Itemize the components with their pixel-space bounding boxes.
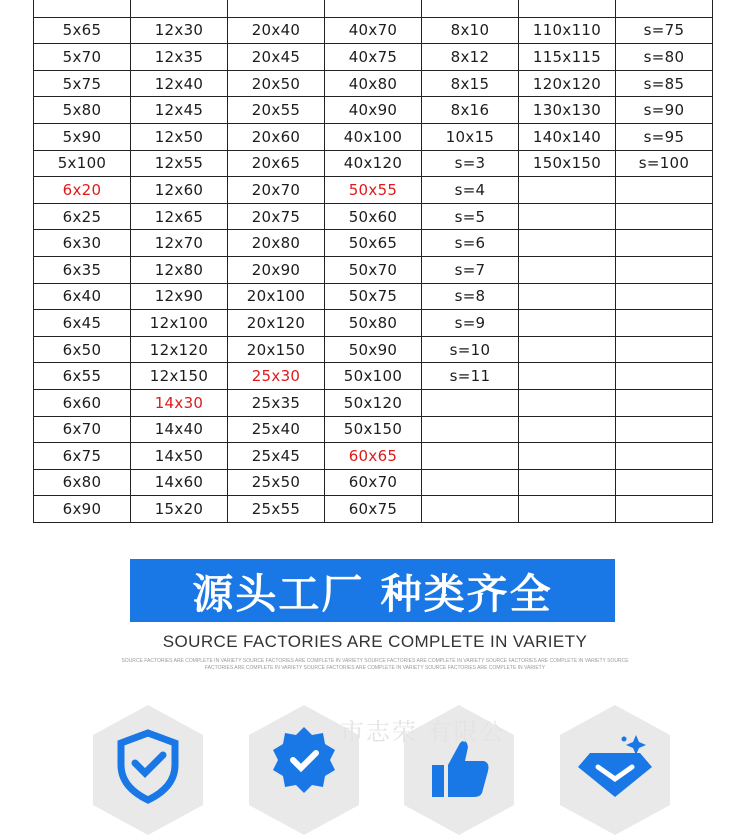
table-cell: 40x80 [325,70,422,97]
table-cell: 50x100 [325,363,422,390]
table-cell [422,496,519,523]
table-cell: 50x70 [325,256,422,283]
table-cell [519,336,616,363]
table-row [34,230,713,257]
table-cell: 8x10 [422,17,519,44]
table-cell [616,443,713,470]
table-cell: 50x65 [325,230,422,257]
table-cell [228,0,325,17]
table-cell: 6x50 [34,336,131,363]
table-row [34,389,713,416]
table-row [34,44,713,71]
table-cell [616,177,713,204]
table-cell: 12x55 [131,150,228,177]
table-cell: 25x45 [228,443,325,470]
table-row [34,70,713,97]
table-cell: 60x75 [325,496,422,523]
table-cell: s=80 [616,44,713,71]
table-cell: 6x35 [34,256,131,283]
table-cell [422,416,519,443]
table-cell: 20x50 [228,70,325,97]
table-cell: s=7 [422,256,519,283]
table-cell: 15x20 [131,496,228,523]
table-cell: 6x45 [34,310,131,337]
table-cell: 12x50 [131,123,228,150]
banner-subtitle: SOURCE FACTORIES ARE COMPLETE IN VARIETY [162,632,588,651]
table-cell: 5x90 [34,123,131,150]
table-cell: 12x80 [131,256,228,283]
table-cell: 6x90 [34,496,131,523]
table-cell: 50x120 [325,389,422,416]
watermark-text: 市志荣 有限公 [340,718,506,746]
table-cell [34,0,131,17]
table-cell: 12x40 [131,70,228,97]
table-cell: 25x35 [228,389,325,416]
table-row [34,256,713,283]
table-cell [616,336,713,363]
table-row [34,177,713,204]
table-cell: s=85 [616,70,713,97]
table-cell: 12x120 [131,336,228,363]
table-cell [519,416,616,443]
table-cell: 20x65 [228,150,325,177]
table-cell: 6x60 [34,389,131,416]
table-cell: 60x65 [325,443,422,470]
table-cell [616,230,713,257]
table-cell: s=90 [616,97,713,124]
table-row [34,203,713,230]
table-cell: 6x20 [34,177,131,204]
table-cell: 8x16 [422,97,519,124]
table-row [34,416,713,443]
table-cell [519,310,616,337]
table-cell: 40x75 [325,44,422,71]
table-cell: 14x40 [131,416,228,443]
table-cell: 12x70 [131,230,228,257]
decorative-micro-text-2: FACTORIES ARE COMPLETE IN VARIETY SOURCE FACTORIES ARE COMPLETE IN VARIETY SOURCE FACTORIES ARE COMPLETE IN VARIETY [204,665,546,671]
banner-title: 源头工厂 种类齐全 [192,570,553,618]
sparkle-gem-icon [560,705,670,835]
table-cell [616,363,713,390]
table-cell: 5x65 [34,17,131,44]
table-cell: 6x75 [34,443,131,470]
table-cell: s=4 [422,177,519,204]
table-cell: 50x60 [325,203,422,230]
table-cell: 40x120 [325,150,422,177]
table-cell: 12x35 [131,44,228,71]
table-cell: 12x45 [131,97,228,124]
table-cell: s=75 [616,17,713,44]
table-cell [616,203,713,230]
table-cell: s=10 [422,336,519,363]
table-cell: 14x30 [131,389,228,416]
table-cell [519,203,616,230]
table-cell: 50x55 [325,177,422,204]
table-cell [616,416,713,443]
table-cell: 40x100 [325,123,422,150]
table-row [34,0,713,17]
table-cell: 12x60 [131,177,228,204]
table-cell: 25x30 [228,363,325,390]
table-cell: 20x150 [228,336,325,363]
table-cell [616,496,713,523]
table-cell [422,469,519,496]
table-row [34,123,713,150]
table-cell: 130x130 [519,97,616,124]
table-cell: 12x65 [131,203,228,230]
table-cell [422,443,519,470]
table-row [34,469,713,496]
table-cell [519,443,616,470]
table-cell [616,310,713,337]
table-cell: 5x80 [34,97,131,124]
table-cell: s=6 [422,230,519,257]
spec-table-body [34,0,713,522]
table-cell [519,0,616,17]
table-cell [519,496,616,523]
table-cell: 6x25 [34,203,131,230]
table-cell: 60x70 [325,469,422,496]
table-cell [519,283,616,310]
table-cell: 6x40 [34,283,131,310]
table-cell: 50x90 [325,336,422,363]
table-cell: 12x90 [131,283,228,310]
shield-check-icon [93,705,203,835]
table-cell: 20x70 [228,177,325,204]
decorative-micro-text-1: SOURCE FACTORIES ARE COMPLETE IN VARIETY SOURCE FACTORIES ARE COMPLETE IN VARIETY SOURCE FACTORIES ARE COMPLETE IN VARIETY SOURCE FACTORIES ARE COMPLETE IN VARIETY SOURCE [121,658,629,664]
table-cell: 50x150 [325,416,422,443]
table-row [34,97,713,124]
table-cell [519,256,616,283]
table-cell: 8x12 [422,44,519,71]
table-cell [519,177,616,204]
table-row [34,363,713,390]
table-cell: 20x60 [228,123,325,150]
table-cell: s=3 [422,150,519,177]
table-cell: 10x15 [422,123,519,150]
source-factory-banner [130,559,615,622]
table-row [34,443,713,470]
size-spec-table [33,0,713,523]
table-cell [519,469,616,496]
table-cell: 115x115 [519,44,616,71]
table-cell [616,0,713,17]
table-cell: 25x55 [228,496,325,523]
table-cell: 50x75 [325,283,422,310]
table-cell [616,256,713,283]
table-cell [519,363,616,390]
table-row [34,150,713,177]
table-cell [519,230,616,257]
table-cell: 40x70 [325,17,422,44]
table-cell: 25x50 [228,469,325,496]
table-cell [422,0,519,17]
table-cell: s=95 [616,123,713,150]
table-cell: 20x45 [228,44,325,71]
table-cell: 6x30 [34,230,131,257]
table-cell [616,469,713,496]
table-cell: 20x75 [228,203,325,230]
table-cell: 140x140 [519,123,616,150]
table-cell: 50x80 [325,310,422,337]
table-cell: 120x120 [519,70,616,97]
table-cell [131,0,228,17]
table-cell: 12x150 [131,363,228,390]
table-cell [519,389,616,416]
table-cell: s=11 [422,363,519,390]
table-cell: s=100 [616,150,713,177]
table-cell: 8x15 [422,70,519,97]
table-cell: 12x100 [131,310,228,337]
table-row [34,310,713,337]
table-cell: 12x30 [131,17,228,44]
table-cell: 14x60 [131,469,228,496]
table-row [34,496,713,523]
table-row [34,283,713,310]
table-cell: 20x90 [228,256,325,283]
table-row [34,336,713,363]
table-cell: 20x80 [228,230,325,257]
table-cell: 14x50 [131,443,228,470]
table-cell: 20x40 [228,17,325,44]
table-cell: 6x55 [34,363,131,390]
table-cell: 150x150 [519,150,616,177]
table-cell [616,283,713,310]
table-cell: 5x70 [34,44,131,71]
table-cell: s=8 [422,283,519,310]
table-cell: 25x40 [228,416,325,443]
table-cell [616,389,713,416]
table-cell: s=5 [422,203,519,230]
table-row [34,17,713,44]
table-cell: 6x80 [34,469,131,496]
table-cell: 20x55 [228,97,325,124]
table-cell: s=9 [422,310,519,337]
table-cell: 6x70 [34,416,131,443]
table-cell: 20x120 [228,310,325,337]
table-cell: 40x90 [325,97,422,124]
table-cell: 5x100 [34,150,131,177]
table-cell: 5x75 [34,70,131,97]
table-cell: 110x110 [519,17,616,44]
table-cell: 20x100 [228,283,325,310]
table-cell [325,0,422,17]
table-cell [422,389,519,416]
